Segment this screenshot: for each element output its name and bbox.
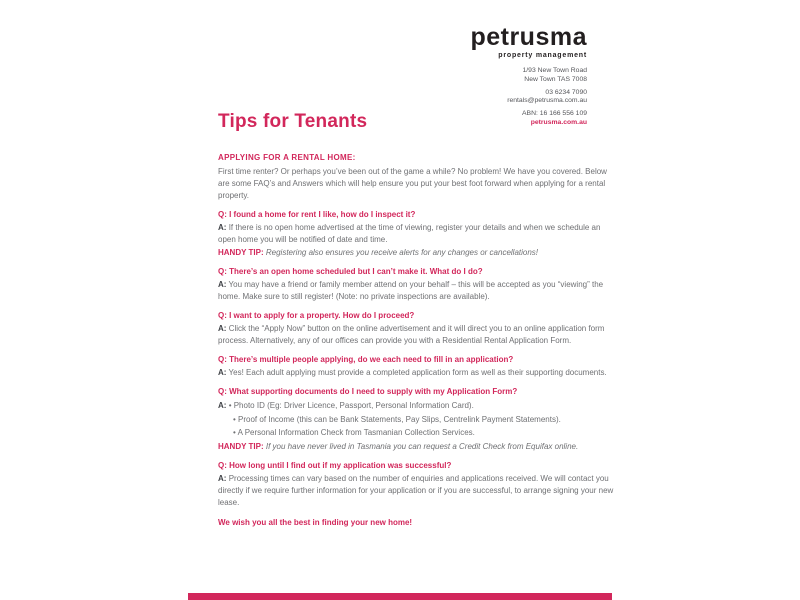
company-logo: petrusma: [470, 23, 587, 51]
answer-label: A:: [218, 280, 227, 289]
faq-item-5: [218, 386, 614, 453]
bullet-text: • Photo ID (Eg: Driver Licence, Passport, Personal Information Card).: [228, 401, 474, 410]
contact-phone-email: [470, 89, 587, 107]
answer-label: A:: [218, 401, 227, 410]
page-title: Tips for Tenants: [218, 111, 368, 132]
address-line-1: 1/93 New Town Road: [522, 67, 587, 74]
contact-block: [470, 67, 587, 128]
phone-number: 03 6234 7090: [545, 88, 587, 96]
faq-answer: [218, 367, 614, 379]
email-address: rentals@petrusma.com.au: [507, 97, 587, 105]
faq-question: Q: There’s multiple people applying, do we each need to fill in an application?: [218, 355, 514, 364]
address-line-2: New Town TAS 7008: [524, 75, 587, 83]
faq-answer-bullet-3: • A Personal Information Check from Tasmanian Collection Services.: [233, 428, 475, 437]
abn-number: ABN: 16 166 556 109: [522, 110, 587, 118]
handy-tip: [218, 247, 614, 259]
section-heading: APPLYING FOR A RENTAL HOME:: [218, 153, 356, 162]
faq-question: Q: What supporting documents do I need to supply with my Application Form?: [218, 387, 518, 396]
contact-address: [470, 67, 587, 85]
faq-answer-bullet-1: [218, 399, 614, 413]
tip-label: HANDY TIP:: [218, 248, 264, 257]
answer-text: Yes! Each adult applying must provide a completed application form as well as their supporting documents.: [228, 368, 607, 377]
website-link[interactable]: petrusma.com.au: [530, 118, 587, 126]
footer-accent-bar: [188, 593, 612, 600]
answer-text: You may have a friend or family member attend on your behalf – this will be accepted as you “viewing” the home. Make sure to still register! (Note: no private inspections are available).: [218, 280, 604, 301]
faq-question: Q: I found a home for rent I like, how do I inspect it?: [218, 210, 416, 219]
faq-answer: [218, 279, 614, 303]
faq-item-4: [218, 354, 614, 379]
closing-message: We wish you all the best in finding your new home!: [218, 517, 413, 527]
tip-text: Registering also ensures you receive alerts for any changes or cancellations!: [265, 248, 539, 257]
faq-question: Q: There’s an open home scheduled but I can’t make it. What do I do?: [218, 267, 483, 276]
answer-label: A:: [218, 324, 227, 333]
handy-tip: [218, 441, 614, 453]
company-tagline: property management: [498, 52, 587, 59]
faq-question: Q: I want to apply for a property. How do I proceed?: [218, 311, 415, 320]
faq-item-1: [218, 209, 614, 259]
faq-question: Q: How long until I find out if my application was successful?: [218, 460, 452, 470]
answer-label: A:: [218, 473, 227, 483]
faq-answer-bullet-2: • Proof of Income (this can be Bank Statements, Pay Slips, Centrelink Payment Statements).: [233, 414, 561, 424]
faq-item-2: [218, 266, 614, 303]
answer-text: Click the “Apply Now” button on the online advertisement and it will direct you to an online application form process. Alternatively, any of our offices can provide you with a Residential Rental Application Form.: [218, 324, 605, 345]
answer-label: A:: [218, 223, 227, 232]
supporting-documents-list: [218, 399, 614, 440]
answer-text: Processing times can vary based on the number of enquiries and applications received. We will contact you directly if we require further information for your application or if you are successful, to arrange signing your new lease.: [218, 473, 614, 507]
faq-answer: [218, 222, 614, 246]
intro-paragraph: First time renter? Or perhaps you’ve been out of the game a while? No problem! We have you covered. Below are some FAQ’s and Answers which will help ensure you put your best foot forward when applying for a rental property.: [218, 167, 607, 200]
brand-header: [470, 25, 587, 128]
contact-abn-web: [470, 110, 587, 128]
faq-answer: [218, 473, 614, 509]
faq-item-6: [218, 460, 614, 509]
answer-label: A:: [218, 368, 227, 377]
faq-answer: [218, 323, 614, 347]
tip-label: HANDY TIP:: [218, 441, 264, 451]
answer-text: If there is no open home advertised at the time of viewing, register your details and when we schedule an open home you will be notified of date and time.: [218, 223, 601, 244]
faq-item-3: [218, 310, 614, 347]
tip-text: If you have never lived in Tasmania you can request a Credit Check from Equifax online.: [265, 441, 579, 451]
document-body: [218, 152, 614, 529]
